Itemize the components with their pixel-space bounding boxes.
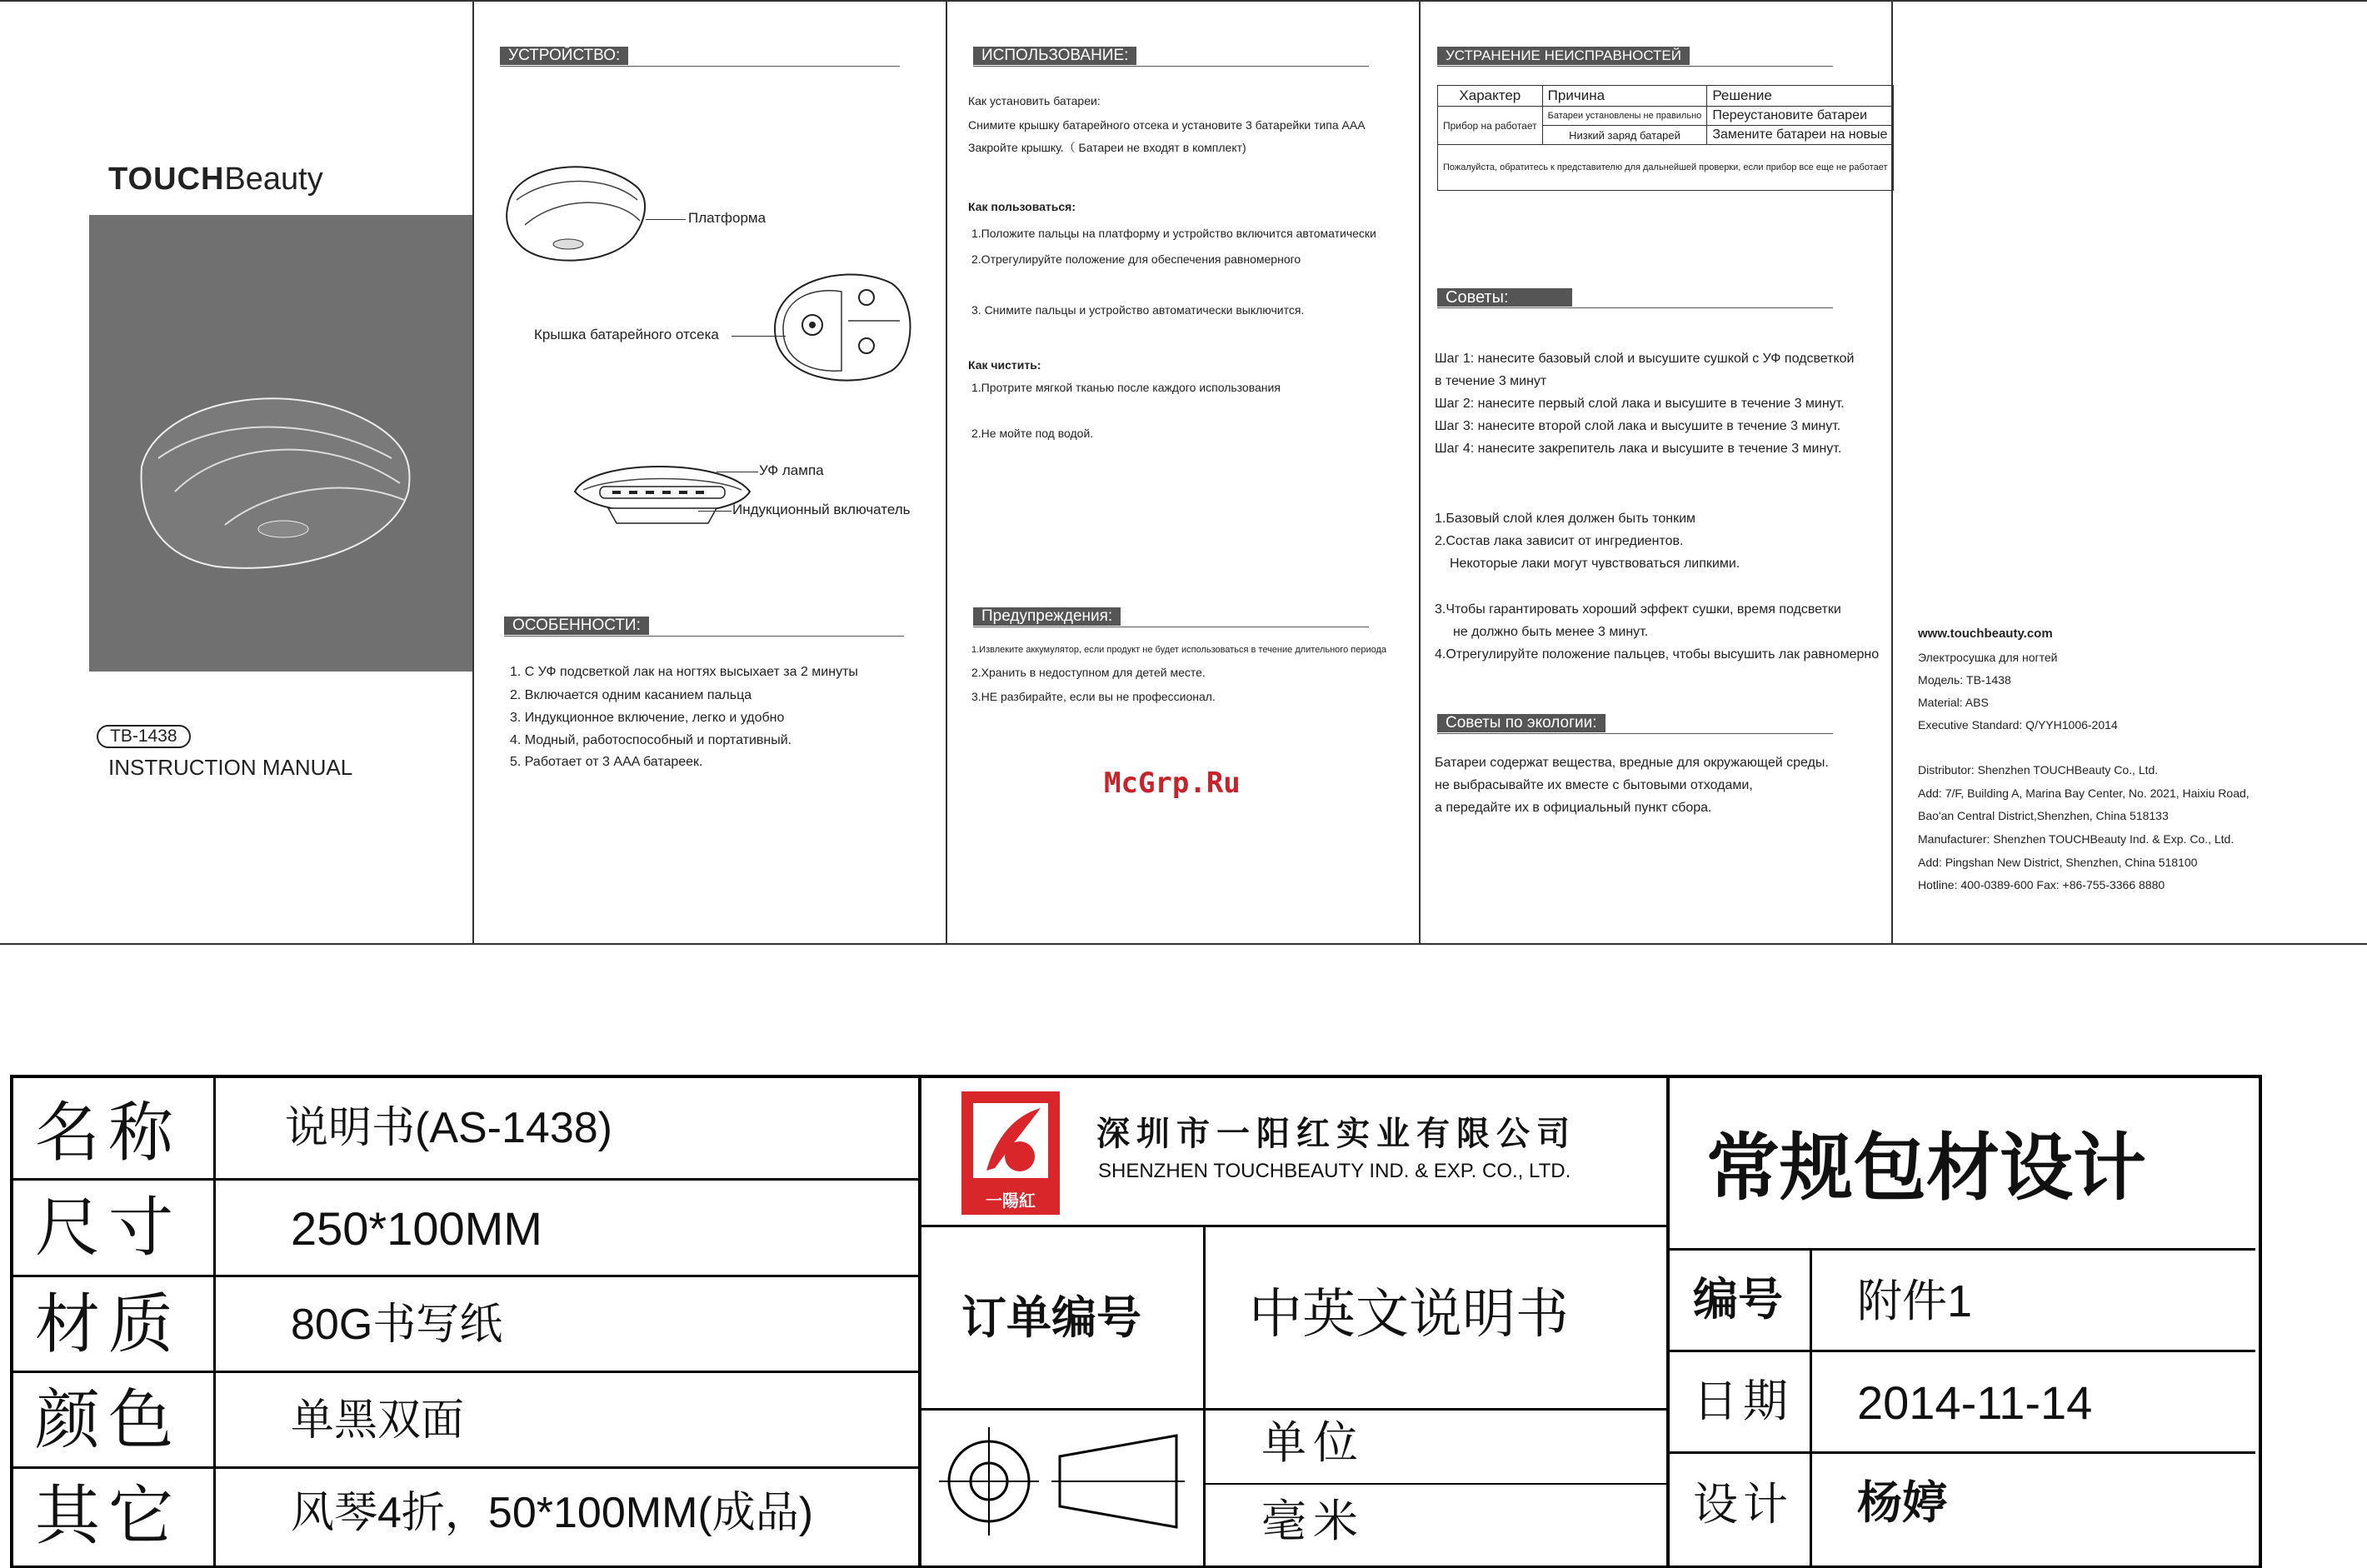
col-cause: Причина	[1542, 86, 1707, 107]
company-name-cn: 深圳市一阳红实业有限公司	[1096, 1114, 1576, 1153]
info-product: Электросушка для ногтей	[1918, 651, 2058, 664]
model-badge: TB-1438	[97, 725, 191, 748]
feather-icon	[961, 1091, 1060, 1190]
tip-note: 1.Базовый слой клея должен быть тонким	[1435, 512, 1696, 526]
features-heading-rule	[504, 636, 904, 637]
how-to-clean-step: 1.Протрите мягкой тканью после каждого использования	[971, 381, 1281, 394]
spec-row-divider	[10, 1371, 920, 1373]
tips-heading-rule	[1437, 307, 1833, 308]
design-col-divider	[1810, 1248, 1812, 1566]
unit-label: 单位	[1261, 1416, 1365, 1469]
spec-col-divider	[213, 1075, 216, 1566]
col-symptom: Характер	[1438, 86, 1543, 107]
spec-value-color: 单黑双面	[291, 1396, 465, 1445]
info-manufacturer: Manufacturer: Shenzhen TOUCHBeauty Ind. & Exp. Co., Ltd.	[1918, 832, 2235, 846]
company-row-divider	[920, 1408, 1670, 1411]
tip-step: Шаг 2: нанесите первый слой лака и высушите в течение 3 минут.	[1435, 397, 1845, 411]
device-bottom-view	[767, 262, 916, 387]
design-title: 常规包材设计	[1706, 1126, 2147, 1209]
website-url[interactable]: www.touchbeauty.com	[1918, 627, 2053, 641]
brand-logo-light: Beauty	[224, 162, 323, 197]
troubleshooting-heading: УСТРАНЕНИЕ НЕИСПРАВНОСТЕЙ	[1437, 47, 1690, 65]
tip-note: 4.Отрегулируйте положение пальцев, чтобы высушить лак равномерно	[1435, 647, 1880, 662]
device-heading-rule	[500, 66, 900, 67]
watermark: McGrp.Ru	[1104, 767, 1241, 800]
feature-item: 2. Включается одним касанием пальца	[510, 688, 752, 702]
tip-step: в течение 3 минут	[1435, 374, 1547, 388]
logo-text: 一陽紅	[986, 1192, 1036, 1211]
label-uv-lamp: УФ лампа	[759, 462, 824, 478]
panel-border-bottom	[0, 943, 2367, 945]
device-top-view	[500, 154, 650, 271]
label-induction-switch: Индукционный включатель	[732, 502, 911, 517]
device-side-view	[567, 450, 758, 533]
instruction-manual: INSTRUCTION MANUAL	[108, 755, 353, 780]
warning-item: 2.Хранить в недоступном для детей месте.	[971, 666, 1206, 679]
spec-row-divider	[10, 1178, 920, 1181]
company-name-en: SHENZHEN TOUCHBEAUTY IND. & EXP. CO., LTD.	[1098, 1160, 1571, 1182]
spec-label-size: 尺寸	[35, 1191, 182, 1266]
warning-item: 1.Извлеките аккумулятор, если продукт не будет использоваться в течение длительного периода	[971, 645, 1386, 655]
switch-leader	[698, 511, 732, 512]
info-distributor: Distributor: Shenzhen TOUCHBeauty Co., Ltd.	[1918, 763, 2159, 777]
eco-line: не выбрасывайте их вместе с бытовыми отходами,	[1435, 778, 1753, 792]
feature-item: 4. Модный, работоспособный и портативный.	[510, 733, 792, 747]
troubleshooting-table	[1437, 85, 1894, 191]
unit-value: 毫米	[1261, 1495, 1365, 1547]
tip-step: Шаг 3: нанесите второй слой лака и высушите в течение 3 минут.	[1435, 419, 1841, 433]
spec-row-divider	[10, 1466, 920, 1469]
unit-row-divider	[1203, 1483, 1670, 1485]
solution-cell: Замените батареи на новые	[1707, 126, 1893, 145]
troubleshooting-heading-rule	[1437, 66, 1833, 67]
battery-install-title: Как установить батареи:	[968, 94, 1101, 107]
tip-step: Шаг 4: нанесите закрепитель лака и высушите в течение 3 минут.	[1435, 442, 1842, 456]
eco-heading: Советы по экологии:	[1437, 714, 1605, 732]
tip-note: 3.Чтобы гарантировать хороший эффект сушки, время подсветки	[1435, 602, 1841, 617]
solution-cell: Переустановите батареи	[1707, 107, 1893, 126]
how-to-clean-title: Как чистить:	[968, 358, 1041, 372]
device-illustration-cover	[125, 367, 425, 583]
spec-label-material: 材质	[35, 1287, 182, 1362]
spec-value-material: 80G书写纸	[291, 1301, 503, 1349]
fold-line-1	[472, 0, 474, 943]
product-name-rule	[89, 715, 472, 716]
symptom-cell: Прибор на работает	[1438, 107, 1543, 145]
cause-cell: Низкий заряд батарей	[1542, 126, 1707, 145]
info-material: Material: ABS	[1918, 696, 1989, 709]
how-to-use-step: 3. Снимите пальцы и устройство автоматически выключится.	[971, 303, 1305, 317]
eco-line: Батареи содержат вещества, вредные для окружающей среды.	[1435, 756, 1829, 770]
designer-label: 设计	[1693, 1478, 1793, 1531]
company-section	[920, 1075, 1670, 1566]
spec-label-name: 名称	[35, 1096, 182, 1171]
code-value: 附件1	[1857, 1276, 1973, 1326]
cause-cell: Батареи установлены не правильно	[1542, 107, 1707, 126]
features-heading: ОСОБЕННОСТИ:	[504, 617, 649, 635]
warning-item: 3.НЕ разбирайте, если вы не профессионал.	[971, 690, 1216, 703]
tip-note: Некоторые лаки могут чувствоваться липкими.	[1450, 557, 1740, 571]
design-section	[1670, 1075, 2255, 1566]
brand-logo	[108, 161, 323, 197]
code-label: 编号	[1693, 1275, 1783, 1325]
eco-heading-rule	[1437, 733, 1833, 734]
date-value: 2014-11-14	[1857, 1376, 2093, 1429]
order-label: 订单编号	[961, 1293, 1141, 1343]
label-battery-cover: Крышка батарейного отсека	[534, 327, 719, 342]
platform-leader	[646, 219, 686, 220]
usage-heading-rule	[973, 66, 1369, 67]
how-to-use-step: 2.Отрегулируйте положение для обеспечения равномерного	[971, 252, 1301, 266]
info-address: Bao'an Central District,Shenzhen, China 518133	[1918, 809, 2169, 822]
designer-value: 杨婷	[1857, 1478, 1947, 1528]
spec-value-name: 说明书(AS-1438)	[285, 1104, 612, 1152]
tip-note: не должно быть менее 3 минут.	[1453, 625, 1649, 639]
design-row-divider	[1670, 1451, 2255, 1454]
eco-line: а передайте их в официальный пункт сбора.	[1435, 801, 1712, 815]
feature-item: 3. Индукционное включение, легко и удобно	[510, 711, 785, 725]
tip-step: Шаг 1: нанесите базовый слой и высушите сушкой с УФ подсветкой	[1435, 352, 1855, 366]
info-address: Add: 7/F, Building A, Marina Bay Center, No. 2021, Haixiu Road,	[1918, 786, 2250, 800]
info-model: Модель: TB-1438	[1918, 673, 2011, 687]
battery-cover-leader	[732, 336, 786, 337]
feature-item: 1. С УФ подсветкой лак на ногтях высыхает за 2 минуты	[510, 665, 858, 679]
spec-value-other: 风琴4折，50*100MM(成品)	[291, 1489, 814, 1537]
col-solution: Решение	[1707, 86, 1893, 107]
design-row-divider	[1670, 1350, 2255, 1352]
projection-symbol	[935, 1423, 1193, 1540]
feature-item: 5. Работает от 3 AAA батареек.	[510, 755, 703, 769]
troubleshooting-note: Пожалуйста, обратитесь к представителю для дальнейшей проверки, если прибор все еще не работает	[1438, 145, 1894, 191]
product-name: Электросушка для ногтей	[108, 687, 358, 710]
spec-value-size: 250*100MM	[291, 1202, 542, 1255]
order-value: 中英文说明书	[1249, 1284, 1569, 1346]
info-hotline: Hotline: 400-0389-600 Fax: +86-755-3366 8880	[1918, 878, 2165, 891]
info-address: Add: Pingshan New District, Shenzhen, China 518100	[1918, 856, 2198, 869]
spec-row-divider	[10, 1275, 920, 1277]
battery-install-step-2: Закройте крышку.（ Батареи не входят в комплект)	[968, 141, 1246, 154]
how-to-use-title: Как пользоваться:	[968, 200, 1076, 213]
company-col-divider	[1203, 1225, 1206, 1566]
company-row-divider	[920, 1225, 1670, 1227]
company-logo	[961, 1091, 1060, 1215]
fold-line-3	[1419, 0, 1421, 943]
tips-heading: Советы:	[1437, 288, 1572, 307]
spec-label-color: 颜色	[35, 1383, 182, 1458]
brand-logo-bold: TOUCH	[108, 162, 225, 197]
tip-note: 2.Состав лака зависит от ингредиентов.	[1435, 534, 1684, 548]
battery-install-step-1: Снимите крышку батарейного отсека и установите 3 батарейки типа AAA	[968, 118, 1366, 132]
panel-border-top	[0, 0, 2367, 2]
design-row-divider	[1670, 1248, 2255, 1251]
how-to-use-step: 1.Положите пальцы на платформу и устройство включится автоматически	[971, 227, 1376, 240]
date-label: 日期	[1693, 1375, 1793, 1427]
how-to-clean-step: 2.Не мойте под водой.	[971, 427, 1094, 440]
device-heading: УСТРОЙСТВО:	[500, 47, 628, 65]
spec-table	[10, 1075, 920, 1566]
info-standard: Executive Standard: Q/YYH1006-2014	[1918, 718, 2118, 732]
usage-heading: ИСПОЛЬЗОВАНИЕ:	[973, 47, 1136, 65]
fold-line-2	[946, 0, 947, 943]
warnings-heading: Предупреждения:	[973, 607, 1121, 626]
spec-label-other: 其它	[35, 1479, 182, 1554]
label-platform: Платформа	[688, 210, 767, 226]
